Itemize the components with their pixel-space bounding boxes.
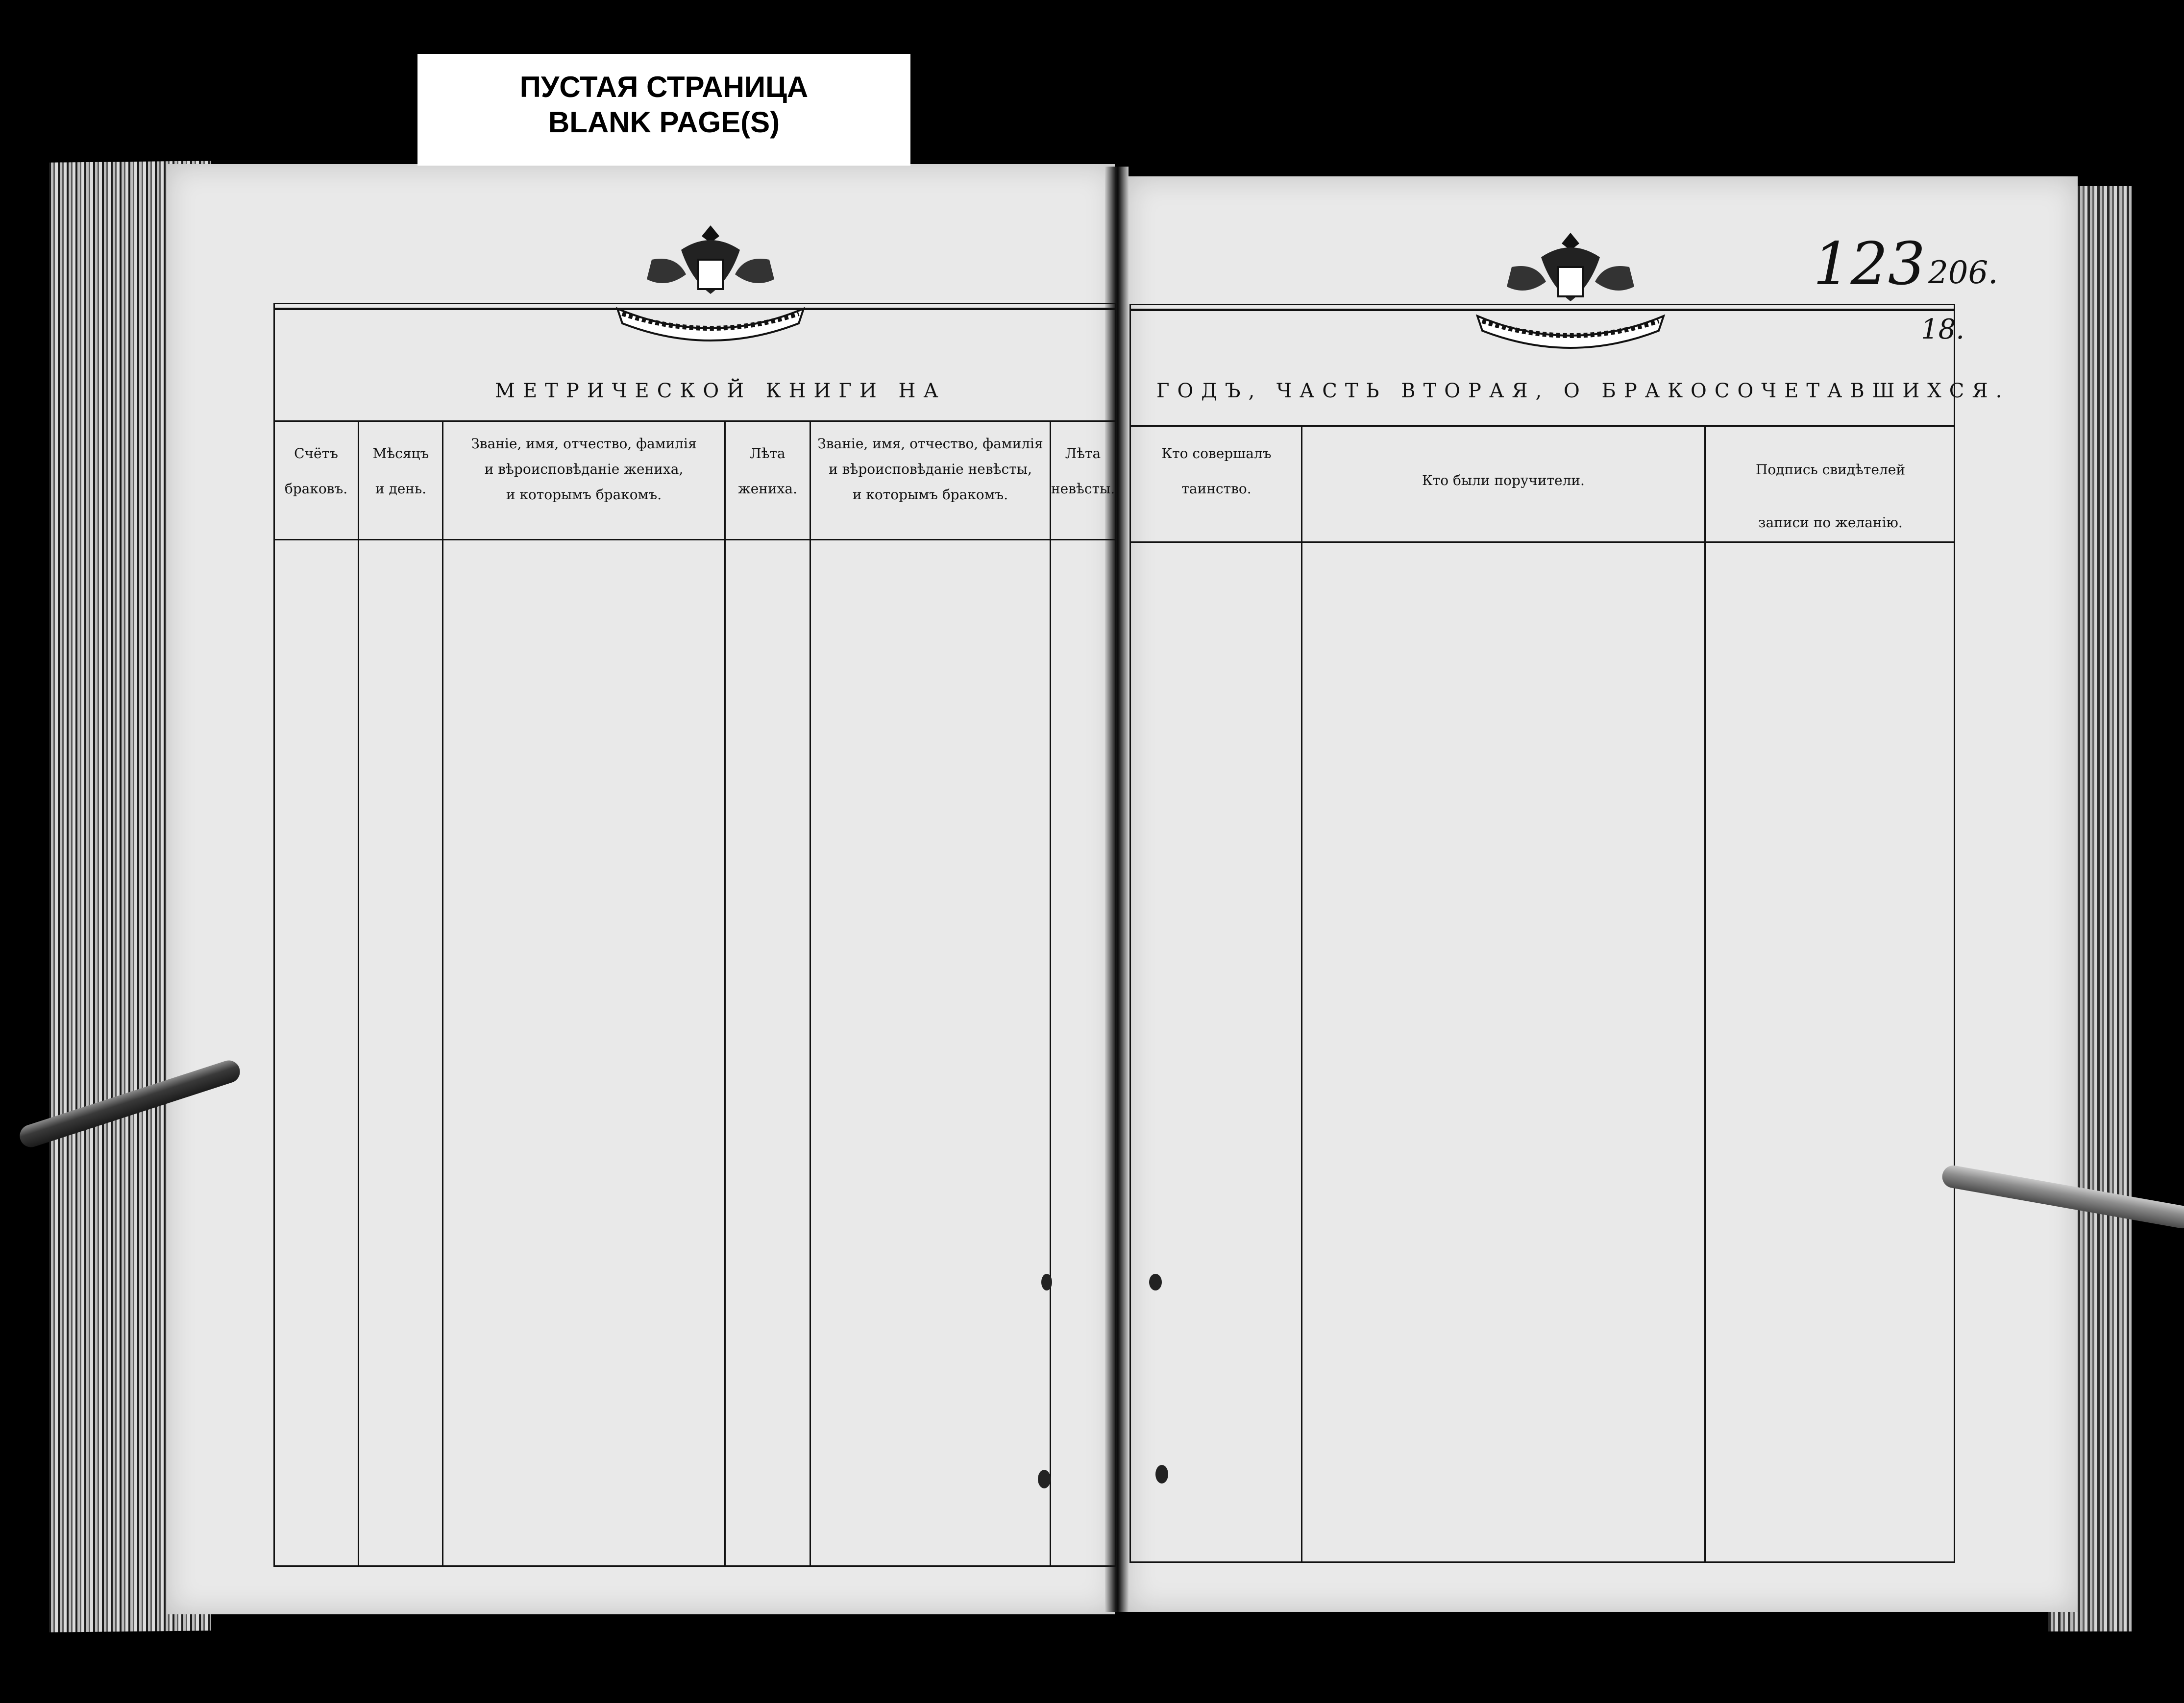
right-page-title: ГОДЪ, ЧАСТЬ ВТОРАЯ, О БРАКОСОЧЕТАВШИХСЯ. [1156, 380, 2010, 402]
label-line-2: BLANK PAGE(S) [548, 106, 780, 139]
left-page-title: МЕТРИЧЕСКОЙ КНИГИ НА [495, 380, 946, 402]
left-header-bottom-rule [273, 539, 1116, 540]
ink-mark [1149, 1274, 1162, 1290]
left-col-divider-4 [810, 420, 811, 1567]
blank-page-label [417, 54, 910, 166]
ink-mark [1038, 1470, 1051, 1488]
label-line-1: ПУСТАЯ СТРАНИЦА [519, 71, 809, 103]
page-number-secondary: 206. [1928, 255, 1998, 291]
header-bride-age: Лѣта невѣсты. [1051, 445, 1115, 497]
header-groom-details: Званіе, имя, отчество, фамилія и вѣроисповѣданіе жениха, и которымъ бракомъ. [471, 436, 697, 503]
left-col-divider-1 [358, 420, 359, 1567]
right-col-divider-1 [1301, 425, 1302, 1563]
page-number-corner: 18. [1921, 314, 1965, 345]
right-top-double-rule [1129, 309, 1955, 311]
ink-mark [1041, 1274, 1052, 1290]
left-top-double-rule [273, 308, 1116, 310]
header-month-day: Мѣсяцъ и день. [372, 445, 429, 497]
left-col-divider-3 [724, 420, 726, 1567]
header-sureties: Кто были поручители. [1422, 472, 1585, 488]
left-header-top-rule [273, 420, 1116, 422]
right-header-top-rule [1129, 425, 1955, 427]
right-col-divider-2 [1704, 425, 1706, 1563]
header-witness-signatures: Подпись свидѣтелей записи по желанію. [1756, 462, 1905, 531]
page-number-handwritten: 123 [1813, 230, 1926, 298]
header-groom-age: Лѣта жениха. [737, 445, 798, 497]
header-marriage-count: Счётъ браковъ. [284, 445, 348, 497]
left-col-divider-5 [1050, 420, 1051, 1567]
left-col-divider-2 [442, 420, 443, 1567]
header-bride-details: Званіе, имя, отчество, фамилія и вѣроисповѣданіе невѣсты, и которымъ бракомъ. [817, 436, 1043, 503]
header-officiant: Кто совершалъ таинство. [1161, 445, 1272, 497]
ink-mark [1155, 1465, 1168, 1484]
